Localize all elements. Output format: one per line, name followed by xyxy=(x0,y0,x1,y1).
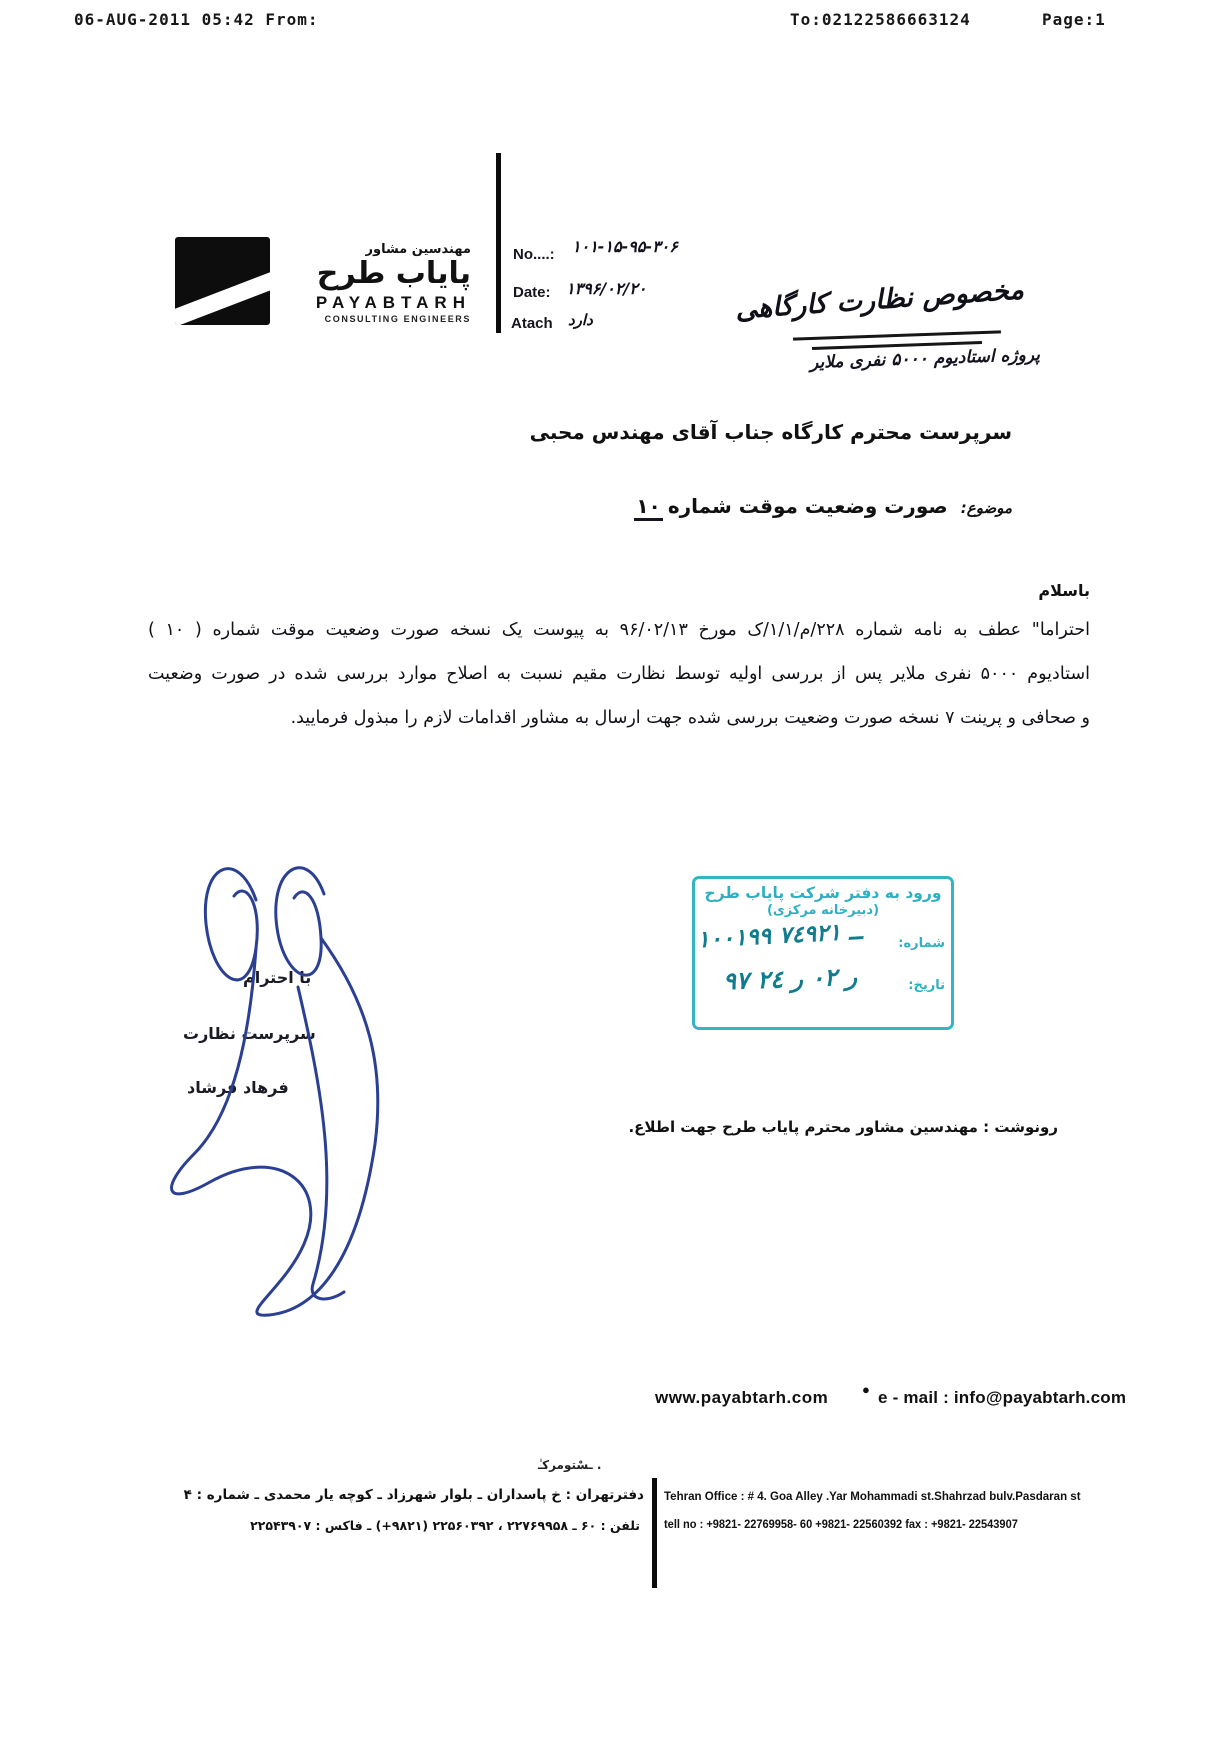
brand-fa-small: مهندسین مشاور xyxy=(365,242,471,257)
handwritten-site-supervision-note: مخصوص نظارت کارگاهی xyxy=(734,274,1025,326)
body-line-1: احتراما" عطف به نامه شماره ۲۲۸/م/۱/۱/ک مورخ ۹۶/۰۲/۱۳ به پیوست یک نسخه صورت وضعیت موقت شماره ( ۱۰ ) xyxy=(148,620,1091,640)
subject-text: صورت وضعیت موقت شماره xyxy=(667,494,948,518)
brand-fa-large: پایاب طرح xyxy=(316,256,471,292)
fax-header-page: Page:1 xyxy=(1042,10,1106,29)
handnote-underline-1 xyxy=(793,330,1001,340)
company-logo xyxy=(175,237,270,325)
body-line-2: استادیوم ۵۰۰۰ نفری ملایر پس از بررسی اولیه توسط نظارت مقیم نسبت به اصلاح موارد بررسی شده در صورت وضعیت xyxy=(148,664,1090,684)
addressee-line: سرپرست محترم کارگاه جناب آقای مهندس محبی xyxy=(529,420,1012,444)
stamp-number-label: شماره: xyxy=(898,936,945,951)
cc-line: رونوشت : مهندسین مشاور محترم پایاب طرح جهت اطلاع. xyxy=(628,1118,1058,1136)
separator-dot: ● xyxy=(862,1382,870,1397)
tehran-office-phones-fa: تلفن : ۶۰ ـ ۲۲۷۶۹۹۵۸ ، ۲۲۵۶۰۳۹۲ (۹۸۲۱+) ـ فاکس : ۲۲۵۴۳۹۰۷ xyxy=(250,1518,640,1533)
body-line-3: و صحافی و پرینت ۷ نسخه صورت وضعیت بررسی شده جهت ارسال به مشاور اقدامات لازم را مبذول فرمایید. xyxy=(290,708,1090,728)
ref-no-value: ۱۰۱-۱۵-۹۵-۳۰۶ xyxy=(572,237,678,256)
tehran-office-phones-en: tell no : +9821- 22769958- 60 +9821- 22560392 fax : +9821- 22543907 xyxy=(664,1519,1018,1531)
subject-number-underlined: ۱۰ xyxy=(634,494,662,521)
letterhead-divider-line xyxy=(496,153,501,333)
fax-header-datetime: 06-AUG-2011 05:42 From: xyxy=(74,10,319,29)
tehran-office-address-fa: دفترتهران : خ پاسداران ـ بلوار شهرزاد ـ کوچه یار محمدی ـ شماره : ۴ xyxy=(183,1487,644,1503)
email-address: e - mail : info@payabtarh.com xyxy=(878,1388,1127,1407)
closing-name: فرهاد فرشاد xyxy=(187,1078,289,1097)
brand-en-name: PAYABTARH xyxy=(315,292,471,312)
subject-line xyxy=(634,494,1012,518)
stamp-date-handwritten: ۹۷ ر ۰۲ ر ۲٤ xyxy=(722,962,858,996)
website-url: www.payabtarh.com xyxy=(655,1388,829,1407)
stamp-date-label: تاریخ: xyxy=(908,978,945,993)
ref-date-value: ۱۳۹۶/۰۲/۲۰ xyxy=(566,279,647,298)
tehran-office-address-en: Tehran Office : # 4. Goa Alley .Yar Mohammadi st.Shahrzad bulv.Pasdaran st xyxy=(664,1489,1081,1503)
stamp-subtitle: (دبیرخانه مرکزی) xyxy=(766,903,880,918)
stamp-number-handwritten: ۱۰۰۱۹۹ ــ ۷٤۹۲۱ xyxy=(696,918,863,954)
project-name-note: پروژه استادیوم ۵۰۰۰ نفری ملایر xyxy=(809,344,1041,374)
fax-header-to-number: To:02122586663124 xyxy=(790,10,971,29)
signature-ink xyxy=(138,852,458,1327)
ref-date-label: Date: xyxy=(513,284,551,301)
footer-divider-line xyxy=(652,1478,657,1588)
salutation: باسلام xyxy=(1038,581,1090,600)
ref-attach-label: Atach xyxy=(511,315,553,332)
company-brand-block xyxy=(275,243,471,324)
central-office-note: . ـسْتومرکـٰ xyxy=(538,1458,602,1472)
closing-regards: با احترام xyxy=(243,968,312,987)
subject-label: موضوع: xyxy=(960,499,1012,517)
registry-stamp xyxy=(692,876,954,1030)
logo-swoosh-shape xyxy=(175,263,270,325)
stamp-title: ورود به دفتر شرکت پایاب طرح xyxy=(704,884,942,902)
closing-title: سرپرست نظارت xyxy=(183,1024,316,1043)
ref-no-label: No....: xyxy=(513,246,555,263)
ref-attach-value: دارد xyxy=(568,311,593,329)
brand-en-subtitle: CONSULTING ENGINEERS xyxy=(324,313,471,324)
